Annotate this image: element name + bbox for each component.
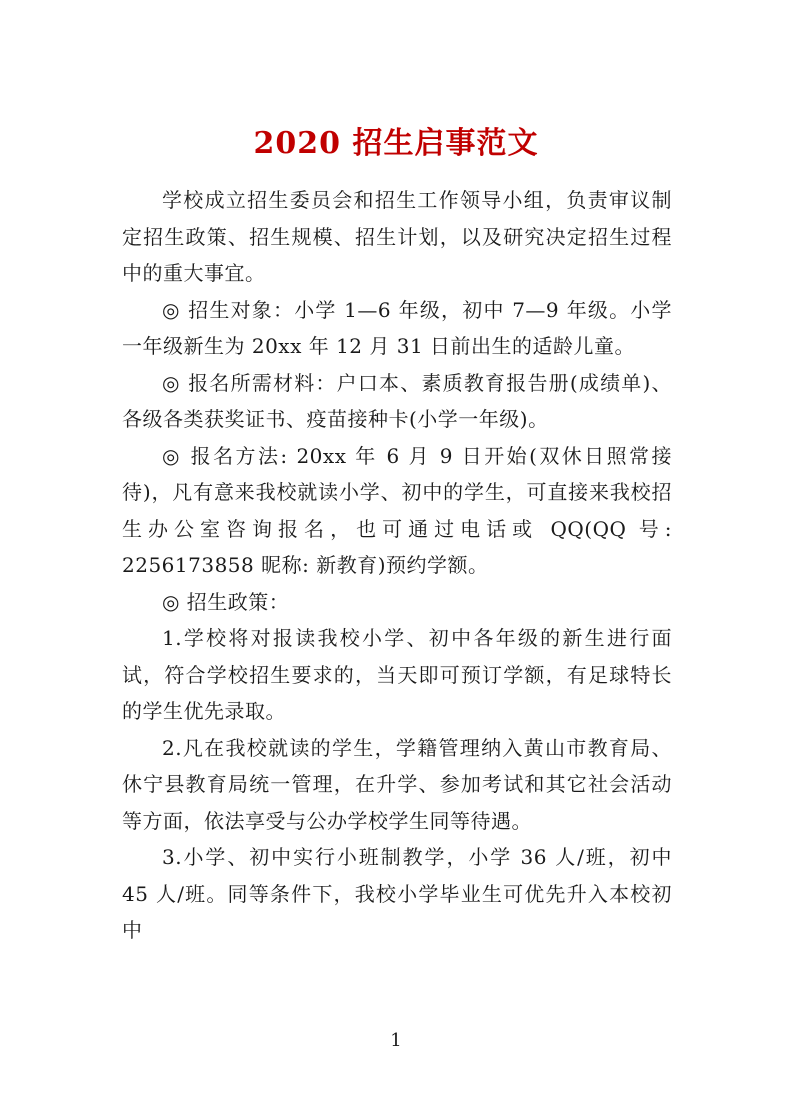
page-number: 1 (390, 1030, 402, 1051)
paragraph-policy-1: 1.学校将对报读我校小学、初中各年级的新生进行面试，符合学校招生要求的，当天即可预订学额，有足球特长的学生优先录取。 (122, 626, 672, 723)
document-title: 2020 招生启事范文 (253, 126, 539, 161)
paragraph-policy-3: 3.小学、初中实行小班制教学，小学 36 人/班，初中 45 人/班。同等条件下，我校小学毕业生可优先升入本校初中 (122, 845, 672, 942)
paragraph-enrollment-target: ◎ 招生对象：小学 1—6 年级，初中 7—9 年级。小学一年级新生为 20xx 年 12 月 31 日前出生的适龄儿童。 (122, 297, 672, 358)
paragraph-policy-heading: ◎ 招生政策： (162, 589, 290, 614)
paragraph-registration-method: ◎ 报名方法: 20xx 年 6 月 9 日开始(双休日照常接待)，凡有意来我校就读小学、初中的学生，可直接来我校招生办公室咨询报名，也可通过电话或 QQ(QQ 号: 2256173858 昵称: 新教育)预约学额。 (122, 443, 672, 577)
paragraph-policy-2: 2.凡在我校就读的学生，学籍管理纳入黄山市教育局、休宁县教育局统一管理，在升学、参加考试和其它社会活动等方面，依法享受与公办学校学生同等待遇。 (122, 735, 672, 833)
paragraph-required-materials: ◎ 报名所需材料：户口本、素质教育报告册(成绩单)、各级各类获奖证书、疫苗接种卡(小学一年级)。 (122, 370, 672, 431)
paragraph-committee: 学校成立招生委员会和招生工作领导小组，负责审议制定招生政策、招生规模、招生计划，以及研究决定招生过程中的重大事宜。 (122, 188, 672, 285)
document-body (122, 182, 672, 949)
